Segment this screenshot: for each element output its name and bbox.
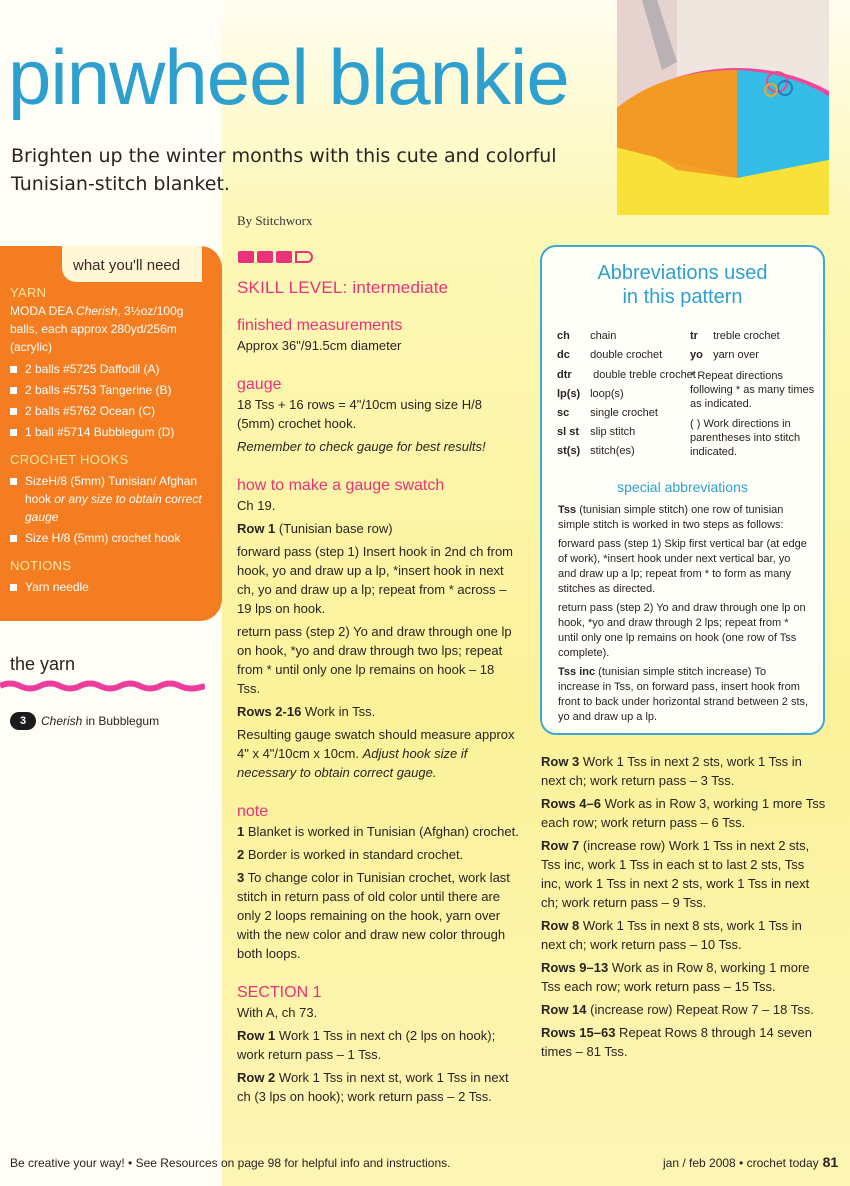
crochet-hooks-heading: CROCHET HOOKS [10, 452, 129, 467]
swatch-row1: Row 1 (Tunisian base row) [237, 521, 393, 536]
sidebar-tab-label: what you'll need [73, 257, 181, 274]
skill-bar-filled [257, 251, 273, 263]
abbreviation-entry: sl st slip stitch [557, 426, 636, 438]
abbreviation-parentheses-note: ( ) Work directions in parentheses into stitch indicated. [690, 418, 801, 458]
section-1-row: Row 2 Work 1 Tss in next st, work 1 Tss in next ch (3 lps on hook); work return pass – 2 Tss. [237, 1070, 509, 1104]
yarn-item: 2 balls #5762 Ocean (C) [10, 402, 205, 420]
abbreviation-entry: yo yarn over [690, 349, 759, 361]
skill-level-icon [238, 251, 313, 263]
materials-sidebar [0, 246, 222, 621]
note-item: 3 To change color in Tunisian crochet, work last stitch in return pass of old color until there are only 2 loops remaining on the hook, yarn over with the new color and draw new color through both loops. [237, 870, 510, 961]
skill-bar-filled [276, 251, 292, 263]
footer-note: Be creative your way! • See Resources on page 98 for helpful info and instructions. [10, 1156, 451, 1170]
note-item: 2 Border is worked in standard crochet. [237, 847, 464, 862]
note-heading: note [237, 803, 269, 820]
abbreviation-entry: ch chain [557, 330, 617, 342]
skill-bar-empty [295, 251, 313, 263]
tss-inc-definition: Tss inc (tunisian simple stitch increase) To increase in Tss, on forward pass, insert hook from front to back under horizontal strand between 2 sts, yo and draw up a lp. [558, 666, 809, 723]
abbreviation-entry: dtr double treble crochet [557, 369, 696, 381]
sidebar-tab [62, 246, 202, 282]
row-instruction: Rows 4–6 Work as in Row 3, working 1 more Tss each row; work return pass – 6 Tss. [541, 796, 826, 830]
checkbox-icon [10, 429, 17, 436]
notions-heading: NOTIONS [10, 558, 72, 573]
abbreviation-entry: lp(s) loop(s) [557, 388, 624, 400]
hook-item: Size H/8 (5mm) crochet hook [10, 529, 205, 547]
page-title: pinwheel blankie [8, 33, 569, 121]
abbreviations-list-left [557, 327, 697, 461]
checkbox-icon [10, 387, 17, 394]
swatch-forward-pass: forward pass (step 1) Insert hook in 2nd ch from hook, yo and draw up a lp, *insert hook in next ch, yo and draw up a lp; repeat from * across – 19 lps on hook. [237, 544, 514, 616]
skill-bar-filled [238, 251, 254, 263]
abbreviation-entry: tr treble crochet [690, 330, 780, 342]
gauge-heading: gauge [237, 376, 282, 393]
note-item: 1 Blanket is worked in Tunisian (Afghan) crochet. [237, 824, 519, 839]
subtitle: Brighten up the winter months with this cute and colorful Tunisian-stitch blanket. [11, 145, 557, 195]
swatch-heading: how to make a gauge swatch [237, 477, 445, 494]
row-instruction: Rows 15–63 Repeat Rows 8 through 14 seven times – 81 Tss. [541, 1025, 813, 1059]
gauge-text: 18 Tss + 16 rows = 4"/10cm using size H/8 (5mm) crochet hook. [237, 397, 482, 431]
abbreviation-entry: st(s) stitch(es) [557, 445, 635, 457]
special-abbreviations-heading: special abbreviations [617, 479, 748, 495]
swatch-return-pass: return pass (step 2) Yo and draw through one lp on hook, *yo and draw through two lps; repeat from * until only one lp remains on hook – 18 Tss. [237, 624, 512, 696]
instructions-column-2 [541, 752, 826, 1065]
instructions-column-1 [237, 316, 519, 1110]
row-instruction: Row 8 Work 1 Tss in next 8 sts, work 1 Tss in next ch; work return pass – 10 Tss. [541, 918, 802, 952]
the-yarn-heading: the yarn [10, 654, 76, 674]
section-1-intro: With A, ch 73. [237, 1005, 318, 1020]
row-instruction: Row 3 Work 1 Tss in next 2 sts, work 1 Tss in next ch; work return pass – 3 Tss. [541, 754, 802, 788]
yarn-weight-icon: 3 [10, 712, 36, 730]
page-number: 81 [822, 1154, 839, 1170]
tss-return-pass: return pass (step 2) Yo and draw through one lp on hook, *yo and draw through 2 lps; repeat from * until only one lp remains on hook (one row of Tss complete). [558, 602, 806, 659]
checkbox-icon [10, 478, 17, 485]
finished-measurements-heading: finished measurements [237, 317, 403, 334]
abbreviations-list-right [690, 327, 815, 459]
checkbox-icon [10, 366, 17, 373]
notion-item: Yarn needle [10, 578, 205, 596]
yarn-info [10, 712, 159, 730]
yarn-description: MODA DEA Cherish, 3½oz/100g balls, each approx 280yd/256m (acrylic) [10, 304, 184, 354]
abbreviation-entry: dc double crochet [557, 349, 663, 361]
section-1-heading: SECTION 1 [237, 984, 322, 1001]
abbreviation-repeat-note: * Repeat directions following * as many times as indicated. [690, 370, 815, 410]
skill-level: SKILL LEVEL: intermediate [237, 278, 449, 297]
swatch-rows-2-16: Rows 2-16 Work in Tss. [237, 704, 376, 719]
row-instruction: Rows 9–13 Work as in Row 8, working 1 more Tss each row; work return pass – 15 Tss. [541, 960, 810, 994]
gauge-note: Remember to check gauge for best results! [237, 439, 486, 454]
blanket-photo [617, 0, 829, 215]
abbreviations-box [540, 245, 825, 735]
finished-measurements-text: Approx 36"/91.5cm diameter [237, 338, 402, 353]
yarn-item: 2 balls #5725 Daffodil (A) [10, 360, 205, 378]
footer-issue: jan / feb 2008 • crochet today 81 [663, 1154, 839, 1170]
hook-item: SizeH/8 (5mm) Tunisian/ Afghan hook or any size to obtain correct gauge [10, 472, 205, 526]
yarn-item: 2 balls #5753 Tangerine (B) [10, 381, 205, 399]
checkbox-icon [10, 584, 17, 591]
yarn-item: 1 ball #5714 Bubblegum (D) [10, 423, 205, 441]
abbreviation-entry: sc single crochet [557, 407, 658, 419]
yarn-heading: YARN [10, 285, 47, 300]
swatch-result: Resulting gauge swatch should measure approx 4" x 4"/10cm x 10cm. Adjust hook size if necessary to obtain correct gauge. [237, 727, 515, 780]
row-instruction: Row 7 (increase row) Work 1 Tss in next 2 sts, Tss inc, work 1 Tss in each st to last 2 sts, Tss inc, work 1 Tss in next 2 sts, work 1 Tss in next ch; work return pass – 9 Tss. [541, 838, 810, 910]
byline: By Stitchworx [237, 213, 313, 228]
checkbox-icon [10, 408, 17, 415]
row-instruction: Row 14 (increase row) Repeat Row 7 – 18 Tss. [541, 1002, 814, 1017]
yarn-color: in Bubblegum [82, 714, 160, 728]
tss-definition: Tss (tunisian simple stitch) one row of tunisian simple stitch is worked in two steps as follows: [558, 504, 784, 531]
checkbox-icon [10, 535, 17, 542]
abbreviations-title: Abbreviations used in this pattern [597, 262, 768, 308]
section-1-row: Row 1 Work 1 Tss in next ch (2 lps on hook); work return pass – 1 Tss. [237, 1028, 496, 1062]
yarn-name: Cherish [41, 714, 83, 728]
special-abbreviations-body [558, 503, 810, 729]
swatch-ch: Ch 19. [237, 498, 276, 513]
yarn-strand-image [0, 680, 205, 692]
tss-forward-pass: forward pass (step 1) Skip first vertical bar (at edge of work), *insert hook under next vertical bar, yo and draw up a lp; repeat from * to form as many stitches as directed. [558, 538, 807, 595]
